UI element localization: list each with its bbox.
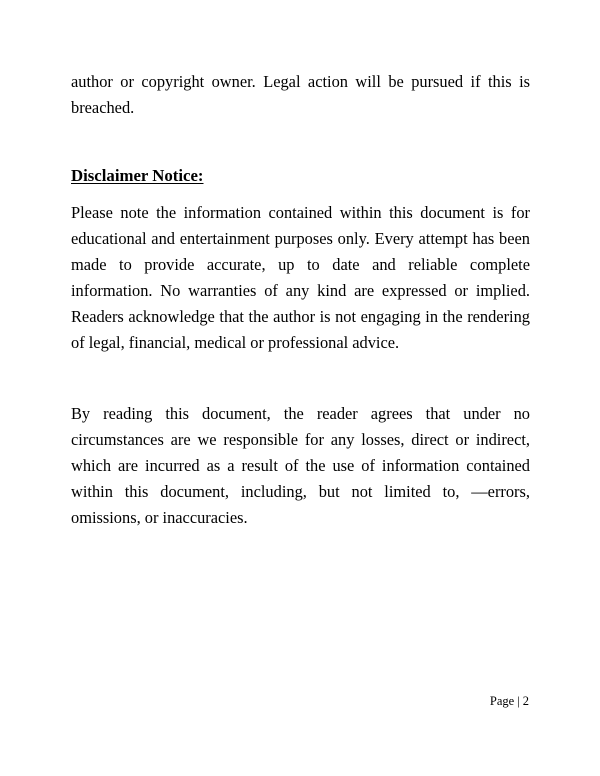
page-separator: | <box>517 694 520 708</box>
page-label: Page <box>489 694 515 708</box>
page-number: 2 <box>522 694 529 708</box>
continuation-paragraph: author or copyright owner. Legal action will be pursued if this is breached. <box>71 72 530 117</box>
disclaimer-heading: Disclaimer Notice: <box>71 166 204 185</box>
page-footer <box>490 692 529 710</box>
disclaimer-paragraph-1: Please note the information contained within this document is for educational and entertainment purposes only. Every attempt has been made to provide accurate, up to date and reliable complete information. No warranties of any kind are expressed or implied. Readers acknowledge that the author is not engaging in the rendering of legal, financial, medical or professional advice. <box>71 203 530 352</box>
disclaimer-paragraph-2: By reading this document, the reader agrees that under no circumstances are we responsible for any losses, direct or indirect, which are incurred as a result of the use of information contained within this document, including, but not limited to, —errors, omissions, or inaccuracies. <box>71 404 530 527</box>
